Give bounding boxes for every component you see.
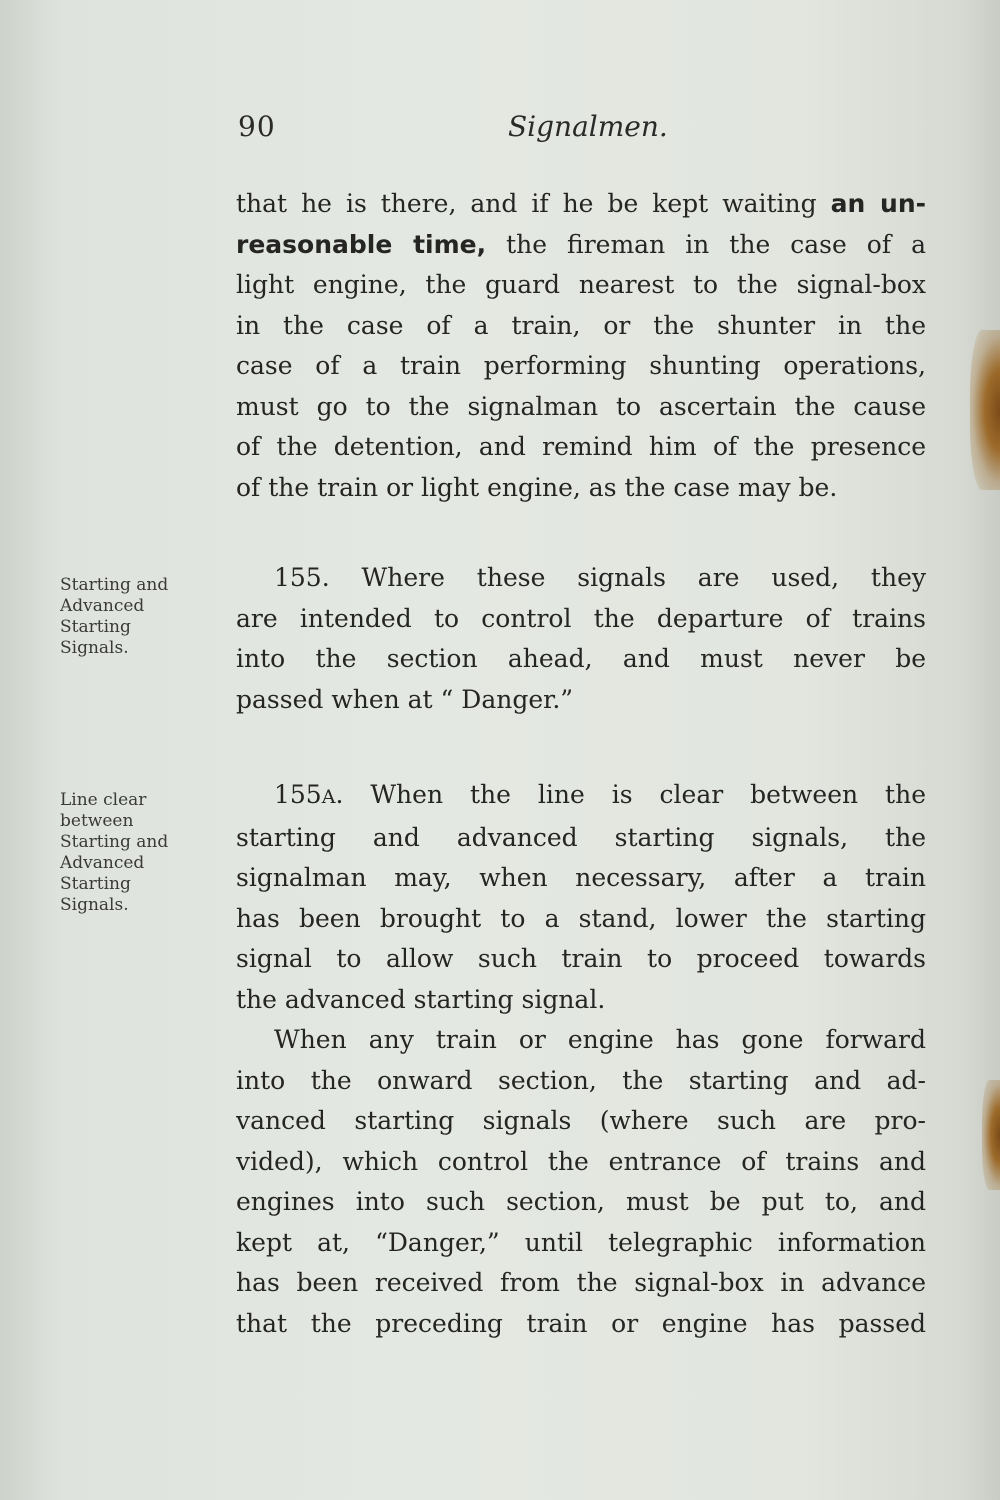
paragraph-155a xyxy=(236,775,926,1020)
running-head xyxy=(238,110,678,150)
text-line: When any train or engine has gone forward xyxy=(274,1025,926,1054)
text-line: kept at, “Danger,” until telegraphic information xyxy=(236,1227,926,1257)
text-line: light engine, the guard nearest to the signal-box xyxy=(236,270,926,299)
text-line xyxy=(236,775,926,818)
margin-note-line: Signals. xyxy=(60,895,129,915)
text-line: in the case of a train, or the shunter in the xyxy=(236,310,926,340)
bold-phrase: reasonable time, xyxy=(236,229,487,259)
margin-note-line: Advanced xyxy=(60,853,145,873)
text-line xyxy=(236,184,926,225)
text-line: engines into such section, must be put to, and xyxy=(236,1187,926,1216)
margin-note-line-clear xyxy=(60,790,210,916)
text-line: has been received from the signal-box in advance xyxy=(236,1268,926,1297)
text-line: case of a train performing shunting operations, xyxy=(236,351,926,380)
text-line: must go to the signalman to ascertain the cause xyxy=(236,391,926,421)
page-number: 90 xyxy=(238,110,276,143)
text-line: signal to allow such train to proceed towards xyxy=(236,944,926,973)
text-run: . When the line is clear between the xyxy=(335,780,926,809)
page-stain xyxy=(970,330,1000,490)
text-line: of the detention, and remind him of the presence xyxy=(236,432,926,461)
margin-note-line: Advanced xyxy=(60,596,145,616)
margin-note-line: Line clear xyxy=(60,790,147,810)
text-line: of the train or light engine, as the case may be. xyxy=(236,472,838,502)
margin-note-starting-signals xyxy=(60,575,210,659)
paragraph-detention xyxy=(236,184,926,508)
text-line: vided), which control the entrance of trains and xyxy=(236,1146,926,1176)
text-line: into the onward section, the starting and ad- xyxy=(236,1065,926,1095)
text-line: signalman may, when necessary, after a train xyxy=(236,863,926,892)
text-line: starting and advanced starting signals, the xyxy=(236,822,926,852)
margin-note-line: Starting and xyxy=(60,832,169,852)
page-stain xyxy=(982,1080,1000,1190)
text-line xyxy=(236,225,926,266)
margin-note-line: Starting xyxy=(60,617,131,637)
running-title: Signalmen. xyxy=(508,110,668,143)
rule-number-suffix: A xyxy=(321,786,336,808)
text-line: vanced starting signals (where such are pro- xyxy=(236,1106,926,1135)
margin-note-line: Signals. xyxy=(60,638,129,658)
text-run: the fireman in the case of a xyxy=(486,229,926,259)
paragraph-onward-section xyxy=(236,1020,926,1344)
text-run: that he is there, and if he be kept waiting xyxy=(236,189,831,218)
text-line: 155. Where these signals are used, they xyxy=(274,563,926,592)
margin-note-line: Starting and xyxy=(60,575,169,595)
text-line: the advanced starting signal. xyxy=(236,984,606,1014)
text-line: passed when at “ Danger.” xyxy=(236,684,574,714)
margin-note-line: between xyxy=(60,811,134,831)
rule-number: 155 xyxy=(274,780,322,809)
text-line: that the preceding train or engine has passed xyxy=(236,1308,926,1338)
text-line: into the section ahead, and must never be xyxy=(236,644,926,673)
bold-phrase: an un- xyxy=(830,189,926,218)
text-line: are intended to control the departure of trains xyxy=(236,603,926,633)
margin-note-line: Starting xyxy=(60,874,131,894)
paragraph-155 xyxy=(236,558,926,720)
text-line: has been brought to a stand, lower the starting xyxy=(236,903,926,933)
